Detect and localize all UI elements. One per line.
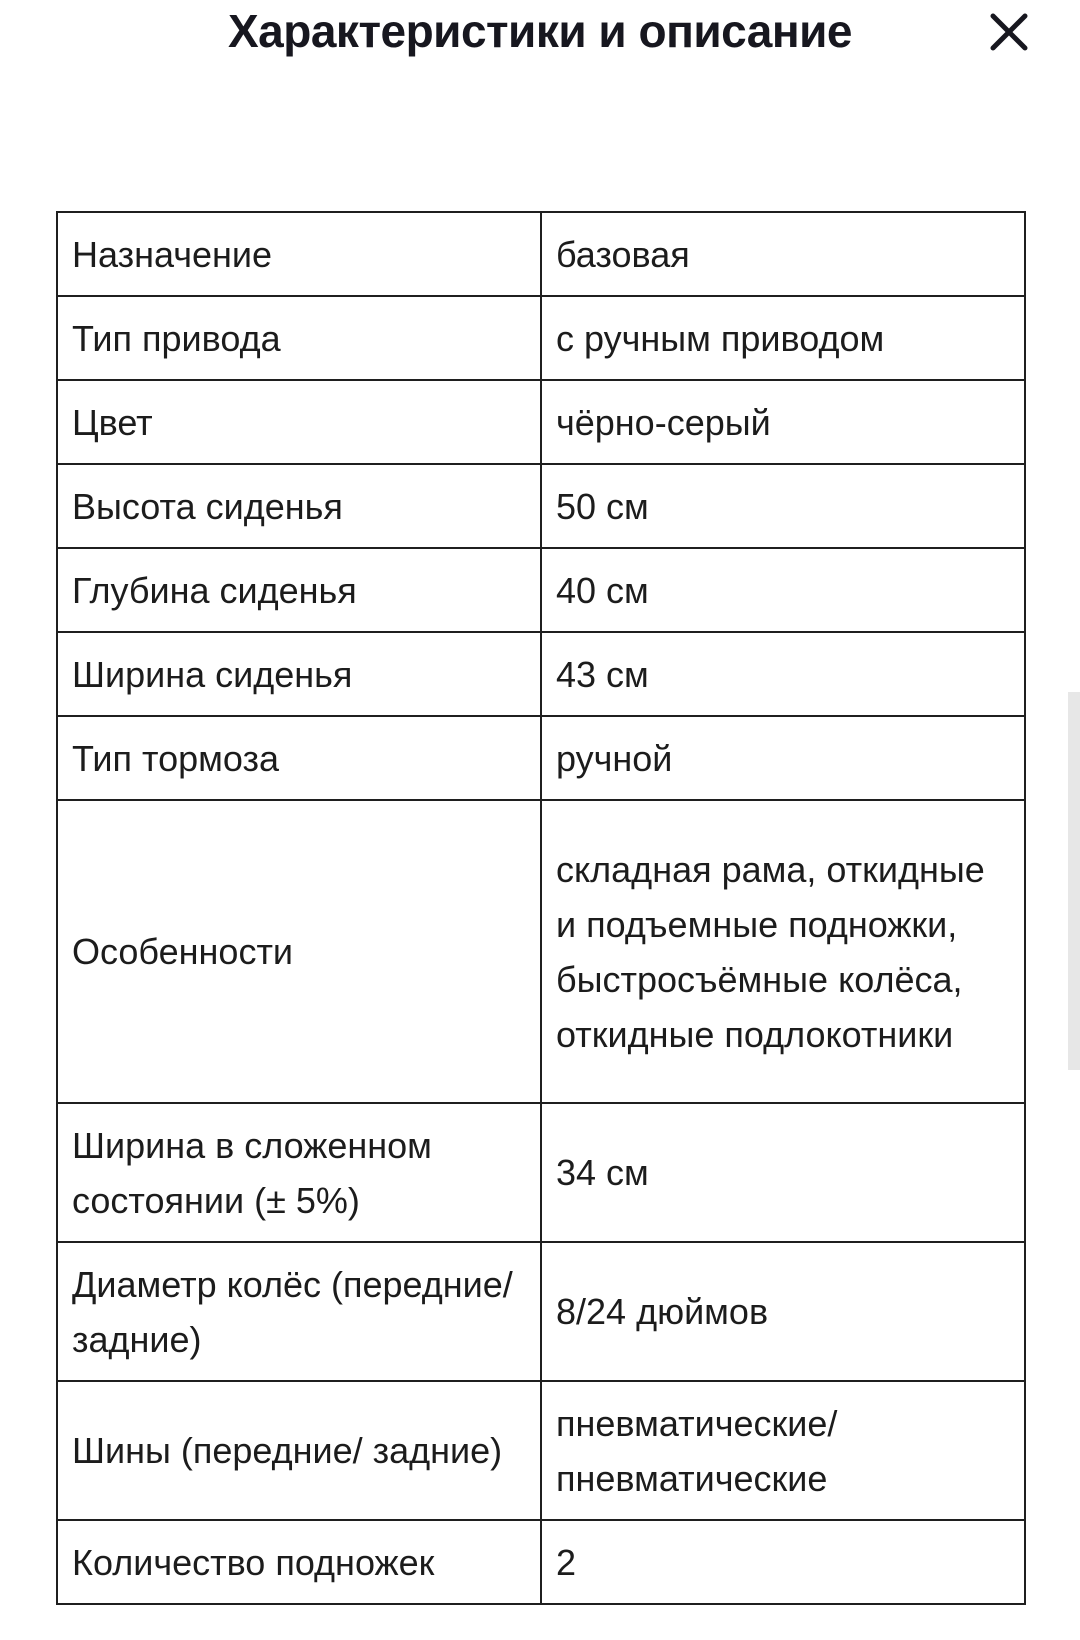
spec-value: 8/24 дюймов xyxy=(541,1242,1025,1381)
spec-name: Шины (передние/ задние) xyxy=(57,1381,541,1520)
spec-name: Цвет xyxy=(57,380,541,464)
table-row xyxy=(57,1520,1025,1604)
close-icon xyxy=(985,8,1033,56)
table-row xyxy=(57,464,1025,548)
modal-header xyxy=(0,0,1080,70)
spec-value: 34 см xyxy=(541,1103,1025,1242)
spec-name: Диаметр колёс (передние/задние) xyxy=(57,1242,541,1381)
table-row xyxy=(57,1103,1025,1242)
spec-value: 50 см xyxy=(541,464,1025,548)
table-row xyxy=(57,548,1025,632)
table-row xyxy=(57,296,1025,380)
spec-name: Особенности xyxy=(57,800,541,1103)
table-row xyxy=(57,800,1025,1103)
table-row xyxy=(57,716,1025,800)
spec-value: 2 xyxy=(541,1520,1025,1604)
spec-name: Ширина в сложенном состоянии (± 5%) xyxy=(57,1103,541,1242)
spec-value: чёрно-серый xyxy=(541,380,1025,464)
spec-name: Глубина сиденья xyxy=(57,548,541,632)
spec-value: пневматические/ пневматические xyxy=(541,1381,1025,1520)
table-row xyxy=(57,1381,1025,1520)
spec-name: Количество подножек xyxy=(57,1520,541,1604)
spec-value: базовая xyxy=(541,212,1025,296)
spec-value: 40 см xyxy=(541,548,1025,632)
table-row xyxy=(57,1242,1025,1381)
spec-name: Тип тормоза xyxy=(57,716,541,800)
spec-value: ручной xyxy=(541,716,1025,800)
table-row xyxy=(57,380,1025,464)
spec-value: 43 см xyxy=(541,632,1025,716)
page-title: Характеристики и описание xyxy=(227,5,853,57)
table-row xyxy=(57,632,1025,716)
spec-value: складная рама, откидные и подъемные подножки, быстросъёмные колёса, откидные подлокотники xyxy=(541,800,1025,1103)
spec-name: Назначение xyxy=(57,212,541,296)
spec-name: Ширина сиденья xyxy=(57,632,541,716)
scrollbar[interactable] xyxy=(1068,692,1080,1070)
spec-name: Тип привода xyxy=(57,296,541,380)
specs-table xyxy=(56,211,1026,1605)
table-row xyxy=(57,212,1025,296)
spec-value: с ручным приводом xyxy=(541,296,1025,380)
spec-name: Высота сиденья xyxy=(57,464,541,548)
close-button[interactable] xyxy=(985,8,1033,56)
